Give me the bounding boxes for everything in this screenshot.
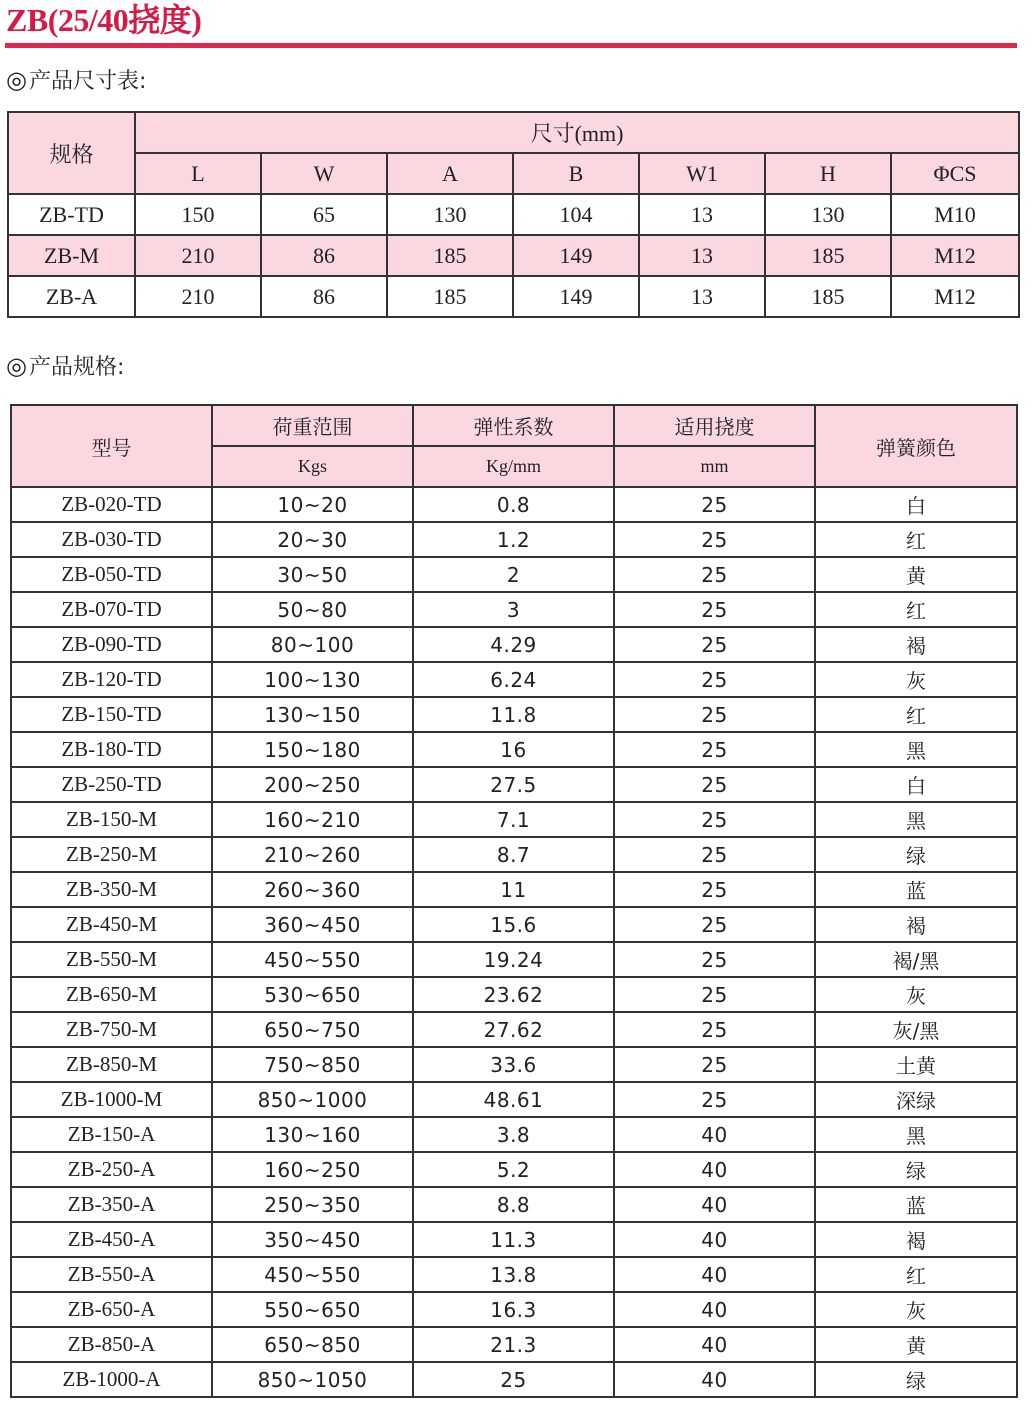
dimension-value-cell: 149 bbox=[513, 235, 639, 276]
load-range-cell: 650~850 bbox=[212, 1327, 413, 1362]
deflection-cell: 25 bbox=[614, 977, 815, 1012]
load-range-cell: 350~450 bbox=[212, 1222, 413, 1257]
deflection-cell: 25 bbox=[614, 732, 815, 767]
spec-row bbox=[11, 662, 1017, 697]
deflection-cell: 40 bbox=[614, 1292, 815, 1327]
spring-rate-cell: 8.8 bbox=[413, 1187, 614, 1222]
spring-rate-cell: 27.5 bbox=[413, 767, 614, 802]
dimension-value-cell: M12 bbox=[891, 235, 1019, 276]
spec-column-header: 规格 bbox=[8, 112, 135, 194]
spring-rate-unit: Kg/mm bbox=[413, 446, 614, 487]
deflection-cell: 25 bbox=[614, 907, 815, 942]
spring-rate-cell: 13.8 bbox=[413, 1257, 614, 1292]
model-cell: ZB-250-M bbox=[11, 837, 212, 872]
model-cell: ZB-090-TD bbox=[11, 627, 212, 662]
load-range-cell: 50~80 bbox=[212, 592, 413, 627]
spring-rate-header: 弹性系数 bbox=[413, 405, 614, 446]
deflection-cell: 40 bbox=[614, 1257, 815, 1292]
model-cell: ZB-150-M bbox=[11, 802, 212, 837]
model-cell: ZB-250-TD bbox=[11, 767, 212, 802]
spring-color-cell: 褐 bbox=[815, 1222, 1017, 1257]
dimension-column-header: W bbox=[261, 153, 387, 194]
spring-color-header: 弹簧颜色 bbox=[815, 405, 1017, 487]
load-range-cell: 260~360 bbox=[212, 872, 413, 907]
spring-rate-cell: 16.3 bbox=[413, 1292, 614, 1327]
model-cell: ZB-1000-A bbox=[11, 1362, 212, 1397]
spec-row bbox=[11, 732, 1017, 767]
spring-color-cell: 绿 bbox=[815, 837, 1017, 872]
deflection-cell: 40 bbox=[614, 1117, 815, 1152]
spring-rate-cell: 25 bbox=[413, 1362, 614, 1397]
load-range-cell: 100~130 bbox=[212, 662, 413, 697]
load-range-cell: 20~30 bbox=[212, 522, 413, 557]
spring-color-cell: 红 bbox=[815, 697, 1017, 732]
spring-color-cell: 黑 bbox=[815, 1117, 1017, 1152]
spec-row bbox=[11, 1292, 1017, 1327]
model-cell: ZB-020-TD bbox=[11, 487, 212, 522]
deflection-cell: 40 bbox=[614, 1222, 815, 1257]
spec-row bbox=[11, 627, 1017, 662]
model-cell: ZB-550-M bbox=[11, 942, 212, 977]
load-range-header: 荷重范围 bbox=[212, 405, 413, 446]
spring-color-cell: 绿 bbox=[815, 1152, 1017, 1187]
model-cell: ZB-850-A bbox=[11, 1327, 212, 1362]
dimension-value-cell: 149 bbox=[513, 276, 639, 317]
double-circle-bullet-icon: ◎ bbox=[6, 352, 27, 380]
spring-color-cell: 褐 bbox=[815, 907, 1017, 942]
deflection-cell: 25 bbox=[614, 802, 815, 837]
load-range-cell: 130~150 bbox=[212, 697, 413, 732]
spec-table bbox=[10, 404, 1018, 1398]
spring-rate-cell: 1.2 bbox=[413, 522, 614, 557]
spring-rate-cell: 27.62 bbox=[413, 1012, 614, 1047]
dimension-value-cell: 104 bbox=[513, 194, 639, 235]
dimension-value-cell: 86 bbox=[261, 276, 387, 317]
deflection-cell: 40 bbox=[614, 1362, 815, 1397]
model-cell: ZB-1000-M bbox=[11, 1082, 212, 1117]
spring-color-cell: 灰/黑 bbox=[815, 1012, 1017, 1047]
dimension-section-heading bbox=[6, 66, 146, 96]
load-range-cell: 450~550 bbox=[212, 942, 413, 977]
spring-rate-cell: 11.8 bbox=[413, 697, 614, 732]
spring-color-cell: 红 bbox=[815, 592, 1017, 627]
model-cell: ZB-850-M bbox=[11, 1047, 212, 1082]
model-cell: ZB-450-A bbox=[11, 1222, 212, 1257]
spring-rate-cell: 0.8 bbox=[413, 487, 614, 522]
spec-row bbox=[11, 907, 1017, 942]
load-range-cell: 80~100 bbox=[212, 627, 413, 662]
spec-row bbox=[11, 487, 1017, 522]
spring-color-cell: 灰 bbox=[815, 1292, 1017, 1327]
deflection-cell: 25 bbox=[614, 697, 815, 732]
deflection-cell: 25 bbox=[614, 487, 815, 522]
dimension-value-cell: 130 bbox=[387, 194, 513, 235]
load-range-cell: 530~650 bbox=[212, 977, 413, 1012]
load-range-cell: 550~650 bbox=[212, 1292, 413, 1327]
model-cell: ZB-150-TD bbox=[11, 697, 212, 732]
spec-row bbox=[11, 1187, 1017, 1222]
dimension-value-cell: M10 bbox=[891, 194, 1019, 235]
dimension-column-header: ΦCS bbox=[891, 153, 1019, 194]
model-cell: ZB-250-A bbox=[11, 1152, 212, 1187]
deflection-cell: 25 bbox=[614, 592, 815, 627]
dimension-value-cell: M12 bbox=[891, 276, 1019, 317]
deflection-cell: 25 bbox=[614, 837, 815, 872]
spec-row bbox=[11, 1152, 1017, 1187]
load-range-cell: 210~260 bbox=[212, 837, 413, 872]
model-cell: ZB-070-TD bbox=[11, 592, 212, 627]
load-range-cell: 150~180 bbox=[212, 732, 413, 767]
spring-rate-cell: 5.2 bbox=[413, 1152, 614, 1187]
spring-rate-cell: 11.3 bbox=[413, 1222, 614, 1257]
spring-rate-cell: 11 bbox=[413, 872, 614, 907]
deflection-cell: 25 bbox=[614, 1047, 815, 1082]
load-range-cell: 250~350 bbox=[212, 1187, 413, 1222]
load-range-cell: 160~250 bbox=[212, 1152, 413, 1187]
dimension-value-cell: 13 bbox=[639, 276, 765, 317]
spring-color-cell: 褐 bbox=[815, 627, 1017, 662]
spring-color-cell: 灰 bbox=[815, 977, 1017, 1012]
spring-rate-cell: 19.24 bbox=[413, 942, 614, 977]
spec-row bbox=[11, 697, 1017, 732]
spec-row bbox=[11, 592, 1017, 627]
spec-row bbox=[11, 1222, 1017, 1257]
spring-rate-cell: 16 bbox=[413, 732, 614, 767]
deflection-header: 适用挠度 bbox=[614, 405, 815, 446]
model-cell: ZB-030-TD bbox=[11, 522, 212, 557]
dimension-value-cell: 185 bbox=[765, 235, 891, 276]
double-circle-bullet-icon: ◎ bbox=[6, 66, 27, 94]
deflection-cell: 25 bbox=[614, 767, 815, 802]
spring-color-cell: 蓝 bbox=[815, 872, 1017, 907]
load-range-cell: 650~750 bbox=[212, 1012, 413, 1047]
dimension-value-cell: 210 bbox=[135, 276, 261, 317]
model-cell: ZB-350-A bbox=[11, 1187, 212, 1222]
spec-row bbox=[11, 1012, 1017, 1047]
dimension-column-header: L bbox=[135, 153, 261, 194]
deflection-cell: 25 bbox=[614, 1012, 815, 1047]
deflection-cell: 25 bbox=[614, 662, 815, 697]
title-divider bbox=[5, 43, 1017, 48]
model-cell: ZB-650-M bbox=[11, 977, 212, 1012]
spring-color-cell: 白 bbox=[815, 767, 1017, 802]
dimension-value-cell: 130 bbox=[765, 194, 891, 235]
spring-rate-cell: 3.8 bbox=[413, 1117, 614, 1152]
model-cell: ZB-650-A bbox=[11, 1292, 212, 1327]
model-cell: ZB-180-TD bbox=[11, 732, 212, 767]
deflection-cell: 25 bbox=[614, 942, 815, 977]
spec-heading-text: 产品规格: bbox=[28, 355, 125, 380]
load-range-cell: 750~850 bbox=[212, 1047, 413, 1082]
model-cell: ZB-450-M bbox=[11, 907, 212, 942]
dimension-value-cell: 185 bbox=[387, 235, 513, 276]
spring-color-cell: 蓝 bbox=[815, 1187, 1017, 1222]
load-range-unit: Kgs bbox=[212, 446, 413, 487]
spec-row bbox=[11, 1327, 1017, 1362]
dimension-row bbox=[8, 194, 1019, 235]
dimension-value-cell: 86 bbox=[261, 235, 387, 276]
spring-rate-cell: 21.3 bbox=[413, 1327, 614, 1362]
dimension-model-cell: ZB-TD bbox=[8, 194, 135, 235]
spec-row bbox=[11, 837, 1017, 872]
dimension-value-cell: 185 bbox=[765, 276, 891, 317]
deflection-cell: 25 bbox=[614, 627, 815, 662]
spec-row bbox=[11, 942, 1017, 977]
spring-rate-cell: 8.7 bbox=[413, 837, 614, 872]
spring-rate-cell: 4.29 bbox=[413, 627, 614, 662]
spring-color-cell: 土黄 bbox=[815, 1047, 1017, 1082]
dimension-row bbox=[8, 235, 1019, 276]
spring-rate-cell: 3 bbox=[413, 592, 614, 627]
dimension-value-cell: 185 bbox=[387, 276, 513, 317]
dimension-value-cell: 13 bbox=[639, 194, 765, 235]
spec-row bbox=[11, 767, 1017, 802]
deflection-cell: 40 bbox=[614, 1152, 815, 1187]
spec-row bbox=[11, 1082, 1017, 1117]
load-range-cell: 160~210 bbox=[212, 802, 413, 837]
spring-color-cell: 灰 bbox=[815, 662, 1017, 697]
model-cell: ZB-350-M bbox=[11, 872, 212, 907]
load-range-cell: 450~550 bbox=[212, 1257, 413, 1292]
load-range-cell: 200~250 bbox=[212, 767, 413, 802]
model-column-header: 型号 bbox=[11, 405, 212, 487]
dimension-value-cell: 210 bbox=[135, 235, 261, 276]
deflection-cell: 25 bbox=[614, 557, 815, 592]
spring-color-cell: 黑 bbox=[815, 802, 1017, 837]
dimension-model-cell: ZB-M bbox=[8, 235, 135, 276]
model-cell: ZB-750-M bbox=[11, 1012, 212, 1047]
spring-color-cell: 黑 bbox=[815, 732, 1017, 767]
spring-rate-cell: 7.1 bbox=[413, 802, 614, 837]
load-range-cell: 850~1050 bbox=[212, 1362, 413, 1397]
dimension-row bbox=[8, 276, 1019, 317]
deflection-cell: 40 bbox=[614, 1187, 815, 1222]
dimension-value-cell: 65 bbox=[261, 194, 387, 235]
spec-section-heading bbox=[6, 352, 124, 382]
dimension-column-header: H bbox=[765, 153, 891, 194]
model-cell: ZB-120-TD bbox=[11, 662, 212, 697]
load-range-cell: 360~450 bbox=[212, 907, 413, 942]
spec-row bbox=[11, 872, 1017, 907]
model-cell: ZB-550-A bbox=[11, 1257, 212, 1292]
dimension-value-cell: 13 bbox=[639, 235, 765, 276]
spring-rate-cell: 33.6 bbox=[413, 1047, 614, 1082]
deflection-unit: mm bbox=[614, 446, 815, 487]
spring-color-cell: 深绿 bbox=[815, 1082, 1017, 1117]
deflection-cell: 25 bbox=[614, 1082, 815, 1117]
spring-color-cell: 绿 bbox=[815, 1362, 1017, 1397]
dimension-table bbox=[7, 111, 1020, 318]
spec-row bbox=[11, 1047, 1017, 1082]
model-cell: ZB-050-TD bbox=[11, 557, 212, 592]
spring-rate-cell: 6.24 bbox=[413, 662, 614, 697]
spring-color-cell: 红 bbox=[815, 1257, 1017, 1292]
spring-color-cell: 黄 bbox=[815, 1327, 1017, 1362]
deflection-cell: 40 bbox=[614, 1327, 815, 1362]
deflection-cell: 25 bbox=[614, 522, 815, 557]
deflection-cell: 25 bbox=[614, 872, 815, 907]
spring-rate-cell: 15.6 bbox=[413, 907, 614, 942]
spring-color-cell: 黄 bbox=[815, 557, 1017, 592]
spec-row bbox=[11, 522, 1017, 557]
spec-row bbox=[11, 1117, 1017, 1152]
load-range-cell: 10~20 bbox=[212, 487, 413, 522]
dimension-model-cell: ZB-A bbox=[8, 276, 135, 317]
spec-row bbox=[11, 977, 1017, 1012]
spec-row bbox=[11, 1257, 1017, 1292]
spring-color-cell: 红 bbox=[815, 522, 1017, 557]
dimension-column-header: A bbox=[387, 153, 513, 194]
load-range-cell: 30~50 bbox=[212, 557, 413, 592]
spec-row bbox=[11, 802, 1017, 837]
dimension-value-cell: 150 bbox=[135, 194, 261, 235]
spring-rate-cell: 2 bbox=[413, 557, 614, 592]
dimension-column-header: B bbox=[513, 153, 639, 194]
load-range-cell: 850~1000 bbox=[212, 1082, 413, 1117]
dimension-column-header: W1 bbox=[639, 153, 765, 194]
spring-color-cell: 白 bbox=[815, 487, 1017, 522]
spring-rate-cell: 48.61 bbox=[413, 1082, 614, 1117]
page-title: ZB(25/40挠度) bbox=[6, 2, 202, 38]
load-range-cell: 130~160 bbox=[212, 1117, 413, 1152]
spec-row bbox=[11, 557, 1017, 592]
spring-color-cell: 褐/黑 bbox=[815, 942, 1017, 977]
model-cell: ZB-150-A bbox=[11, 1117, 212, 1152]
dimension-group-header: 尺寸(mm) bbox=[135, 112, 1019, 153]
spec-row bbox=[11, 1362, 1017, 1397]
dimension-heading-text: 产品尺寸表: bbox=[28, 69, 147, 94]
spring-rate-cell: 23.62 bbox=[413, 977, 614, 1012]
